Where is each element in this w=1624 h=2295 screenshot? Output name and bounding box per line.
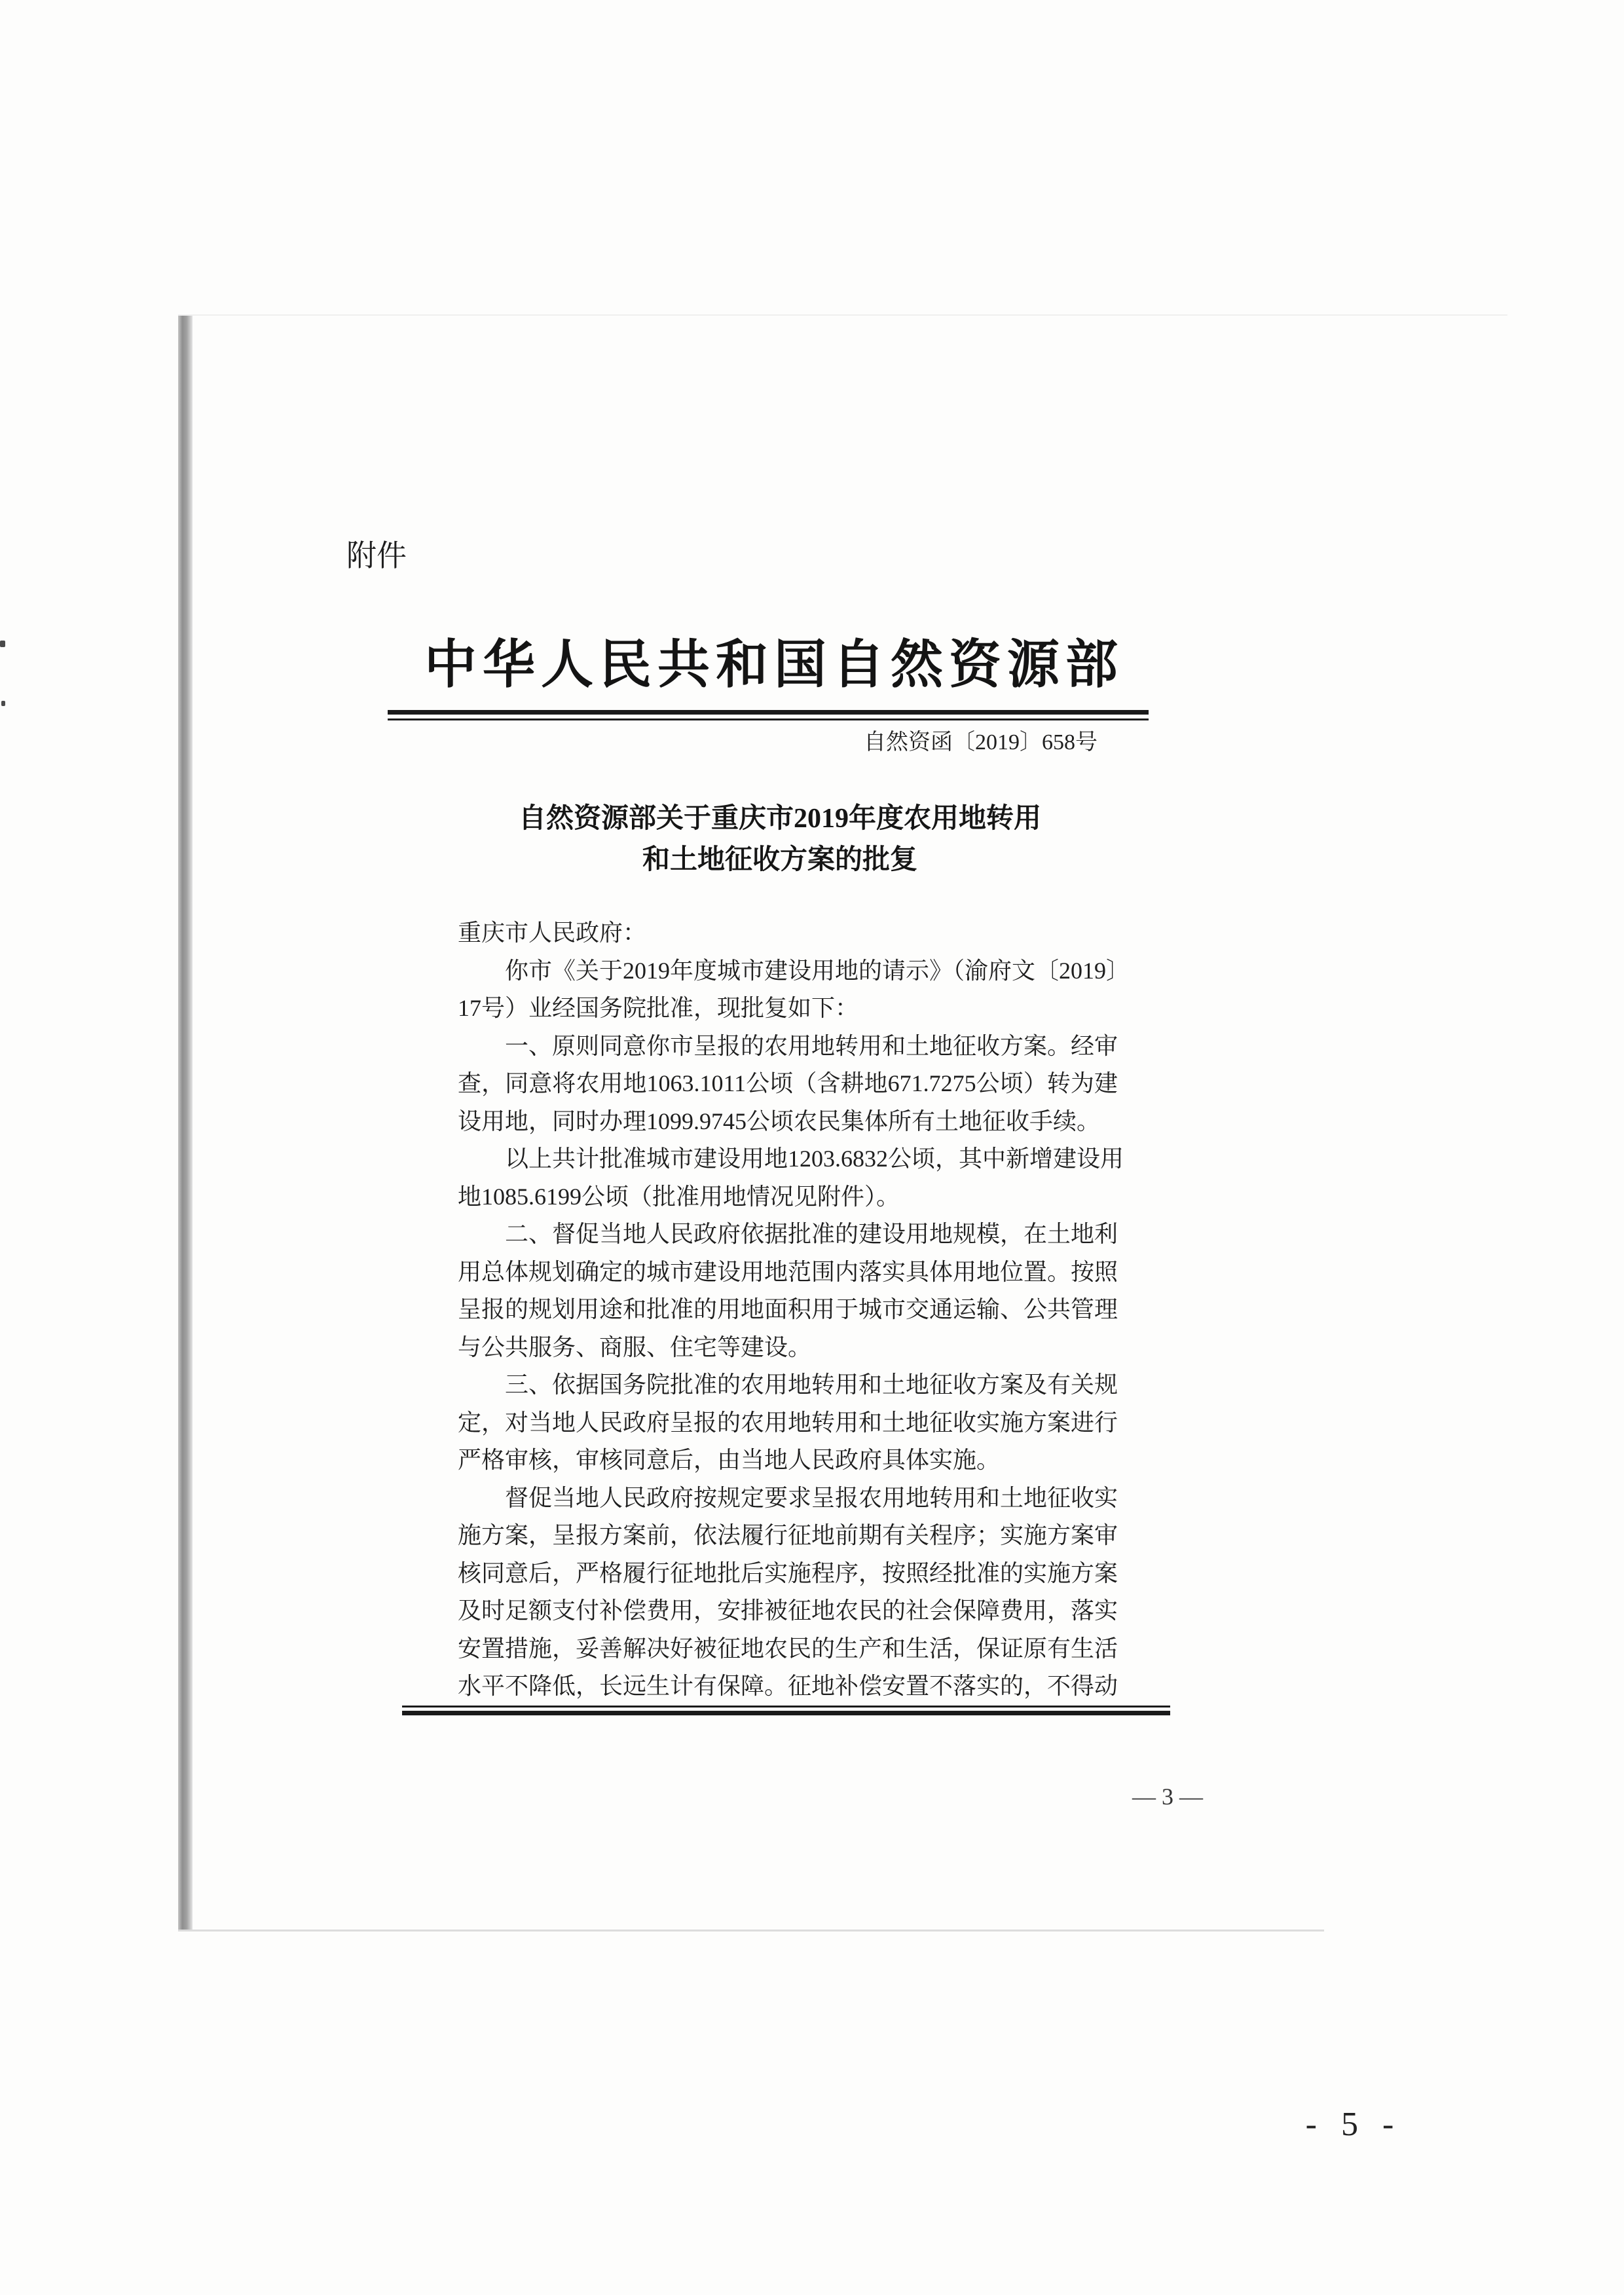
scan-speck	[0, 641, 5, 647]
body-line: 安置措施，妥善解决好被征地农民的生产和生活，保证原有生活	[458, 1635, 1118, 1662]
body-paragraphs	[458, 952, 1130, 1706]
document-title	[452, 798, 1107, 881]
body-line: 17号）业经国务院批准，现批复如下：	[458, 995, 859, 1021]
body-line: 以上共计批准城市建设用地1203.6832公顷，其中新增建设用	[505, 1146, 1124, 1172]
issuer-heading: 中华人民共和国自然资源部	[424, 637, 1124, 694]
copy-edge-shadow	[178, 314, 193, 1931]
body-line: 一、原则同意你市呈报的农用地转用和土地征收方案。经审	[505, 1032, 1118, 1059]
scan-speck	[1, 701, 5, 706]
document-title-line: 和土地征收方案的批复	[642, 845, 917, 875]
copy-bottom-edge	[178, 1930, 1324, 1931]
inner-page-number: — 3 —	[1132, 1783, 1203, 1810]
body-paragraph	[458, 952, 1130, 1028]
document-title-line: 自然资源部关于重庆市2019年度农用地转用	[518, 804, 1041, 834]
document-number: 自然资函〔2019〕658号	[864, 730, 1098, 755]
body-line: 及时足额支付补偿费用，安排被征地农民的社会保障费用，落实	[458, 1597, 1118, 1624]
body-line: 设用地，同时办理1099.9745公顷农民集体所有土地征收手续。	[458, 1108, 1101, 1134]
header-rule-thick	[388, 710, 1149, 715]
body-line: 二、督促当地人民政府依据批准的建设用地规模，在土地利	[505, 1221, 1118, 1247]
footer-rule-thick	[402, 1711, 1170, 1715]
attachment-label: 附件	[346, 539, 407, 572]
page-number: - 5 -	[1305, 2106, 1402, 2143]
body-line: 用总体规划确定的城市建设用地范围内落实具体用地位置。按照	[458, 1258, 1118, 1285]
body-line: 与公共服务、商服、住宅等建设。	[458, 1334, 812, 1360]
body-line: 水平不降低，长远生计有保障。征地补偿安置不落实的，不得动	[458, 1673, 1118, 1699]
body-line: 呈报的规划用途和批准的用地面积用于城市交通运输、公共管理	[458, 1296, 1118, 1322]
body-line: 严格审核，审核同意后，由当地人民政府具体实施。	[458, 1447, 1001, 1473]
body-line: 三、依据国务院批准的农用地转用和土地征收方案及有关规	[505, 1371, 1118, 1398]
body-paragraph	[458, 1480, 1118, 1706]
body-paragraph	[458, 1028, 1118, 1141]
document-body	[458, 914, 1130, 1706]
body-paragraph	[458, 1216, 1118, 1366]
body-line: 施方案，呈报方案前，依法履行征地前期有关程序；实施方案审	[458, 1522, 1118, 1548]
body-line: 督促当地人民政府按规定要求呈报农用地转用和土地征收实	[505, 1484, 1118, 1511]
body-line: 定，对当地人民政府呈报的农用地转用和土地征收实施方案进行	[458, 1409, 1118, 1436]
body-line: 查，同意将农用地1063.1011公顷（含耕地671.7275公顷）转为建	[458, 1070, 1118, 1096]
body-line: 核同意后，严格履行征地批后实施程序，按照经批准的实施方案	[458, 1559, 1118, 1586]
footer-rule-thin	[402, 1706, 1170, 1707]
copy-top-edge	[178, 314, 1507, 316]
body-paragraph	[458, 1140, 1124, 1216]
salutation: 重庆市人民政府：	[458, 920, 647, 946]
body-line: 你市《关于2019年度城市建设用地的请示》（渝府文〔2019〕	[505, 957, 1130, 984]
body-paragraph	[458, 1366, 1118, 1480]
body-line: 地1085.6199公顷（批准用地情况见附件）。	[458, 1183, 900, 1210]
header-rule-thin	[388, 718, 1149, 720]
